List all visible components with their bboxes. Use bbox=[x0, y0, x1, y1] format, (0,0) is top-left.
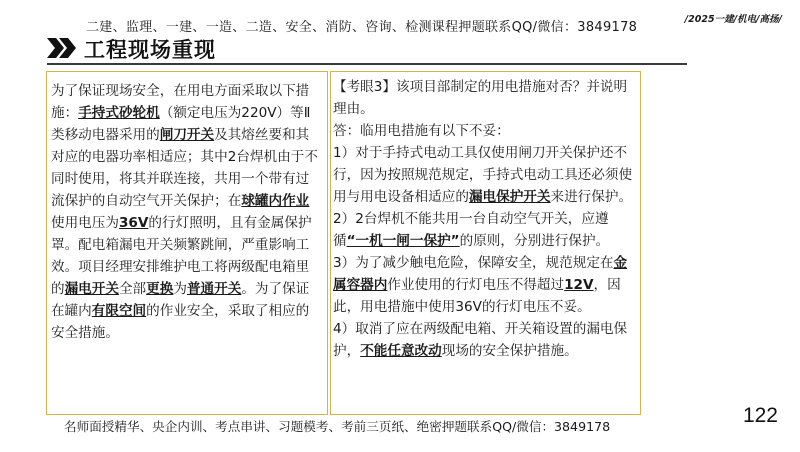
text-run: 使用电压为 bbox=[51, 215, 119, 231]
answer-points bbox=[333, 142, 634, 362]
key-term: 普通开关 bbox=[186, 281, 242, 297]
key-term: 12V bbox=[564, 277, 594, 293]
answer-point bbox=[333, 252, 634, 318]
text-run: 4）取消了应在两级配电箱、开关箱设置的漏电保护， bbox=[333, 321, 628, 359]
text-run: ；在 bbox=[214, 193, 242, 209]
answer-point bbox=[333, 142, 634, 208]
key-term: 有限空间 bbox=[91, 303, 147, 319]
title-divider bbox=[47, 63, 687, 65]
text-run: 的原则，分别进行保护。 bbox=[459, 233, 610, 249]
text-run: 2）2台焊机不能共用一台自动空气开关，应遵循 bbox=[333, 211, 609, 249]
text-run: 作业使用的行灯电压不得超过 bbox=[387, 277, 565, 293]
key-term: “一机一闸一保护” bbox=[346, 233, 460, 249]
answer-point bbox=[333, 208, 634, 252]
text-run: 现场的安全保护措施。 bbox=[441, 343, 578, 359]
answer-panel bbox=[330, 71, 641, 415]
key-term: 36V bbox=[118, 215, 149, 231]
text-run: 。为了保证在罐内 bbox=[51, 281, 310, 319]
text-run: 为了保证现场安全，在用电方面采取以下措施： bbox=[51, 83, 310, 121]
scenario-panel bbox=[46, 71, 328, 415]
key-term: 更换 bbox=[146, 281, 174, 297]
text-run: 3）为了减少触电危险，保障安全，规范规定在 bbox=[333, 255, 614, 271]
key-term: 漏电保护开关 bbox=[468, 189, 551, 205]
key-term: 不能任意改动 bbox=[360, 343, 442, 359]
top-banner: 二建、监理、一建、一造、二造、安全、消防、咨询、检测课程押题联系QQ/微信：3849178 bbox=[86, 20, 638, 35]
text-run: 及其熔丝要和其对应的电器功率相适应；其中2台焊机由于不同时使用，将其并联连接， bbox=[51, 127, 318, 187]
double-chevron-right-icon bbox=[47, 38, 77, 58]
text-run: （额定电压为220V）等Ⅱ类移动电器采用的 bbox=[51, 105, 311, 143]
page-number: 122 bbox=[742, 404, 778, 427]
course-tag: /2025一建/机电/高扬/ bbox=[684, 14, 782, 25]
text-run: 全部 bbox=[118, 281, 147, 297]
key-term: 漏电开关 bbox=[64, 281, 119, 297]
footer-promo: 名师面授精华、央企内训、考点串讲、习题模考、考前三页纸、绝密押题联系QQ/微信：3849178 bbox=[64, 419, 611, 434]
text-run: 为 bbox=[173, 281, 187, 297]
text-run: 1）对于手持式电动工具仅使用闸刀开关保护还不行，因为按照规范规定，手持式电动工具还必须使用与用电设备相适应的 bbox=[333, 145, 633, 205]
text-run: ，因此，用电措施中使用36V的行灯电压不妥。 bbox=[333, 277, 621, 315]
text-run: 来进行保护。 bbox=[550, 189, 633, 205]
section-title: 工程现场重现 bbox=[84, 38, 216, 62]
answer-intro: 答：临用电措施有以下不妥： bbox=[333, 123, 510, 139]
key-term: 球罐内作业 bbox=[241, 193, 310, 209]
answer-point bbox=[333, 318, 634, 362]
text-run: 共用一个带有过流保护的自动空气开关保护 bbox=[51, 171, 310, 209]
text-run: 的作业安全，采取了相应的安全措施。 bbox=[51, 303, 310, 341]
question-text: 【考眼3】该项目部制定的用电措施对否？并说明理由。 bbox=[333, 79, 628, 117]
key-term: 闸刀开关 bbox=[159, 127, 215, 143]
key-term: 手持式砂轮机 bbox=[78, 105, 160, 121]
key-term: 金属容器内 bbox=[333, 255, 628, 293]
text-run: 的行灯照明，且有金属保护罩。配电箱漏电开关频繁跳闸，严重影响工效。项目经理安排维护电工将两级配电箱里的 bbox=[51, 215, 312, 297]
scenario-text bbox=[51, 80, 322, 344]
